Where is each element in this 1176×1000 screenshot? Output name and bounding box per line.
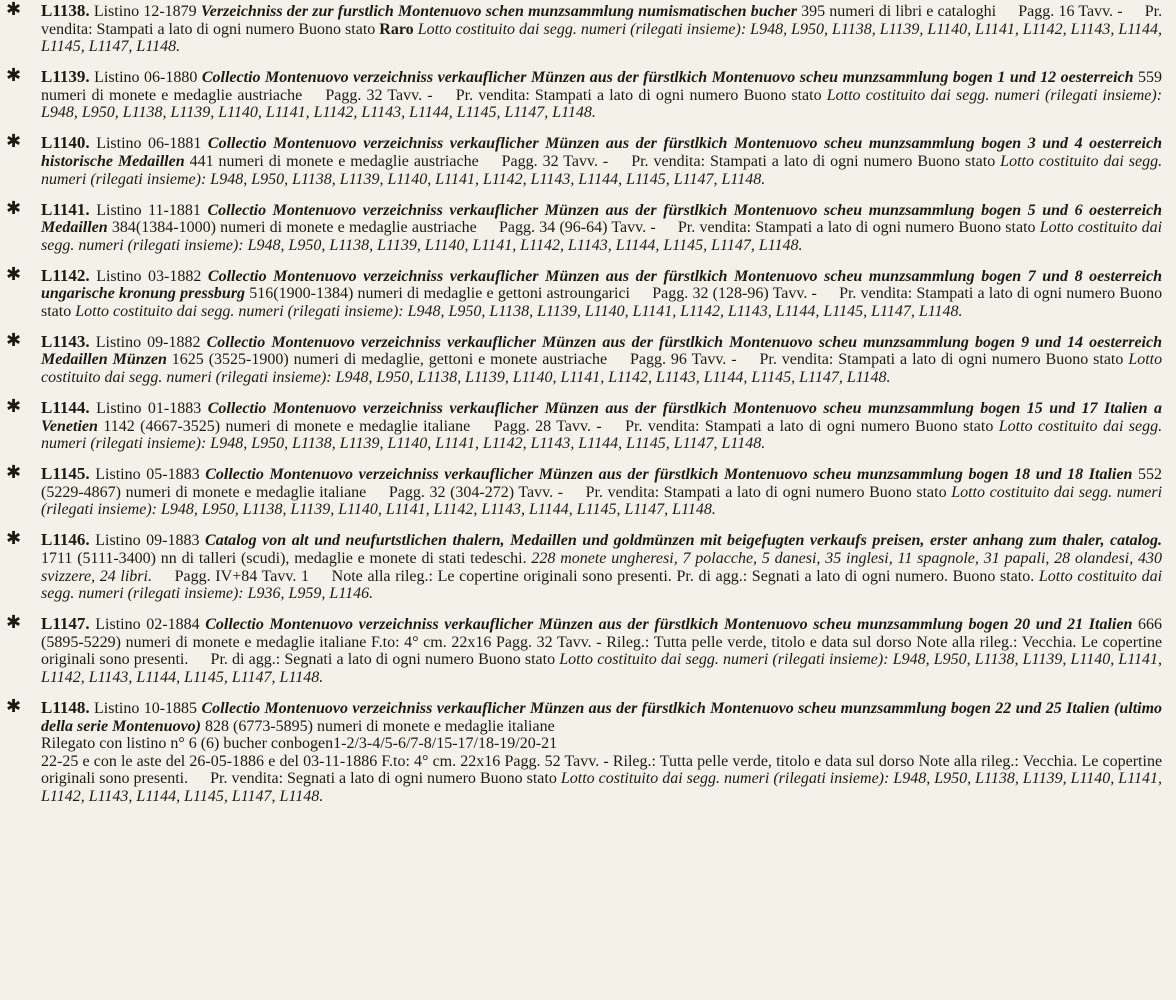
entry-description: 1625 (3525-1900) numeri di medaglie, gettoni e monete austriache <box>171 351 608 369</box>
binding: Rileg.: Tutta pelle verde, titolo e data sul dorso <box>606 633 912 651</box>
catalog-entry <box>6 131 1163 188</box>
plates: Tavv. - <box>772 285 817 303</box>
plates: Tavv. - <box>387 86 433 104</box>
price-note: Pr. vendita: Stampati a lato di ogni numero <box>759 351 1041 369</box>
plates: Tavv. - <box>1078 3 1123 20</box>
plates: Tavv. - <box>556 633 602 651</box>
binding-note: Note alla rileg.: Le copertine originali sono presenti. <box>331 567 672 585</box>
entry-code: L1145. <box>41 464 90 484</box>
catalog-entry <box>6 612 1163 686</box>
entry-description: 516(1900-1384) numeri di medaglie e gettoni astroungarici <box>249 285 631 303</box>
entry-title: Collectio Montenuovo verzeichniss verkauflicher Münzen aus der fürstlkich Montenuovo scheu munzsammlung bogen 18 und 18 Italien <box>205 466 1133 484</box>
catalog-entry <box>6 263 1163 321</box>
price-note: Pr. vendita: Stampati a lato di ogni numero <box>631 152 913 170</box>
binding: Rileg.: Tutta pelle verde, titolo e data sul dorso <box>612 752 915 770</box>
pages: Pagg. IV+84 <box>174 567 258 585</box>
list-date: Listino 03-1882 <box>96 267 202 285</box>
entry-description: 666 (5895-5229) numeri di monete e medaglie italiane <box>41 616 1162 651</box>
asterisk-bullet-icon: ✱ <box>6 462 22 484</box>
entry-description: 828 (6773-5895) numeri di monete e medaglie italiane <box>205 717 555 735</box>
condition: Buono stato <box>479 770 557 788</box>
pages: Pagg. 28 <box>493 417 552 435</box>
asterisk-bullet-icon: ✱ <box>6 0 22 20</box>
entry-description: 1711 (5111-3400) nn di talleri (scudi), medaglie e monete di stati tedeschi. <box>41 549 527 567</box>
entry-description-detail: 228 monete ungheresi, 7 polacche, 5 danesi, 35 inglesi, 11 spagnole, 31 papali, 28 olandesi, 430 svizzere, 24 libri. <box>41 549 1163 585</box>
list-date: Listino 09-1883 <box>95 532 200 550</box>
lot-composition: Lotto costituito dai segg. numeri (rilegati insieme): L948, L950, L1138, L1139, L1140, L1141, L1142, L1143, L1144, L1145, L1147, L1148. <box>41 417 1163 453</box>
catalog-entry <box>6 462 1163 519</box>
entry-code: L1146. <box>41 530 90 550</box>
pages: Pagg. 16 <box>1018 3 1075 20</box>
entry-title: Catalog von alt und neufurtstlichen thalern, Medaillen und goldmünzen mit beigefugten verkaufs preisen, erster anhang zum thaler, catalog. <box>205 532 1163 550</box>
catalog-entry <box>6 695 1163 806</box>
pages: Pagg. 52 <box>504 752 561 770</box>
lot-composition: Lotto costituito dai segg. numeri (rilegati insieme): L948, L950, L1138, L1139, L1140, L1141, L1142, L1143, L1144, L1145, L1147, L1148. <box>41 86 1163 122</box>
lot-composition: Lotto costituito dai segg. numeri (rilegati insieme): L948, L950, L1138, L1139, L1140, L1141, L1142, L1143, L1144, L1145, L1147, L1148. <box>41 351 1163 387</box>
lot-composition: Lotto costituito dai segg. numeri (rilegati insieme): L948, L950, L1138, L1139, L1140, L1141, L1142, L1143, L1144, L1145, L1147, L1148. <box>41 651 1163 686</box>
asterisk-bullet-icon: ✱ <box>6 263 22 285</box>
price-note: Pr. vendita: Stampati a lato di ogni numero <box>839 285 1116 303</box>
pages: Pagg. 32 <box>501 152 559 170</box>
binding-extra-line: Rilegato con listino n° 6 (6) bucher conbogen1-2/3-4/5-6/7-8/15-17/18-19/20-21 <box>41 735 558 753</box>
lot-composition: Lotto costituito dai segg. numeri (rilegati insieme): L948, L950, L1138, L1139, L1140, L1141, L1142, L1143, L1144, L1145, L1147, L1148. <box>41 219 1163 254</box>
condition: Buono stato <box>298 20 376 38</box>
entry-title: Collectio Montenuovo verzeichniss verkauflicher Münzen aus der fürstlkich Montenuovo scheu munzsammlung bogen 7 und 8 oesterreich ungarische kronung pressburg <box>41 267 1162 303</box>
binding-note: Note alla rileg.: Vecchia. Le copertine originali sono presenti. <box>41 633 1163 669</box>
pages: Pagg. 32 <box>325 86 383 104</box>
entry-title: Collectio Montenuovo verzeichniss verkauflicher Münzen aus der fürstlkich Montenuovo scheu munzsammlung bogen 3 und 4 oesterreich historische Medaillen <box>41 135 1162 170</box>
entry-title: Collectio Montenuovo verzeichniss verkauflicher Münzen aus der fürstlkich Montenuovo scheu munzsammlung bogen 15 und 17 Italien a Venetien <box>41 400 1162 435</box>
asterisk-bullet-icon: ✱ <box>6 396 22 418</box>
entry-description: 1142 (4667-3525) numeri di monete e medaglie italiane <box>103 417 471 435</box>
price-note: Pr. vendita: Stampati a lato di ogni numero <box>41 3 1163 38</box>
lot-composition: Lotto costituito dai segg. numeri (rilegati insieme): L948, L950, L1138, L1139, L1140, L1141, L1142, L1143, L1144, L1145, L1147, L1148. <box>41 152 1163 188</box>
asterisk-bullet-icon: ✱ <box>6 612 22 634</box>
pages: Pagg. 34 (96-64) <box>498 219 608 237</box>
pages: Pagg. 32 <box>495 633 553 651</box>
entry-title: Collectio Montenuovo verzeichniss verkauflicher Münzen aus der fürstlkich Montenuovo scheu munzsammlung bogen 1 und 12 oesterreich <box>201 69 1134 87</box>
list-date: Listino 12-1879 <box>93 3 197 20</box>
asterisk-bullet-icon: ✱ <box>6 131 22 153</box>
price-note: Pr. di agg.: Segnati a lato di ogni numero. <box>676 567 948 585</box>
list-date: Listino 05-1883 <box>95 466 200 484</box>
condition: Buono stato <box>1045 351 1124 369</box>
plates: Tavv. - <box>691 351 737 369</box>
catalog-entry <box>6 65 1163 122</box>
binding-extra-line: 22-25 e con le aste del 26-05-1886 e del 03-11-1886 <box>41 752 378 770</box>
entry-description: 441 numeri di monete e medaglie austriache <box>189 152 479 170</box>
lot-composition: Lotto costituito dai segg. numeri (rilegati insieme): L936, L959, L1146. <box>41 567 1163 603</box>
list-date: Listino 10-1885 <box>94 699 198 717</box>
entry-code: L1144. <box>41 398 90 418</box>
plates: Tavv. - <box>518 483 564 501</box>
condition: Buono stato <box>917 152 996 170</box>
lot-composition: Lotto costituito dai segg. numeri (rilegati insieme): L948, L950, L1138, L1139, L1140, L1141, L1142, L1143, L1144, L1145, L1147, L1148. <box>75 302 963 320</box>
list-date: Listino 09-1882 <box>95 333 201 351</box>
list-date: Listino 01-1883 <box>96 400 202 418</box>
plates: Tavv. - <box>611 219 656 237</box>
entry-code: L1142. <box>41 265 90 285</box>
list-date: Listino 11-1881 <box>96 201 201 219</box>
entry-title: Collectio Montenuovo verzeichniss verkauflicher Münzen aus der fürstlkich Montenuovo scheu munzsammlung bogen 9 und 14 oesterreich Medaillen Münzen <box>41 333 1162 369</box>
price-note: Pr. vendita: Stampati a lato di ogni numero <box>455 86 739 104</box>
entry-code: L1140. <box>41 133 90 153</box>
asterisk-bullet-icon: ✱ <box>6 65 22 87</box>
condition: Buono stato <box>743 86 822 104</box>
lot-composition: Lotto costituito dai segg. numeri (rilegati insieme): L948, L950, L1138, L1139, L1140, L1141, L1142, L1143, L1144, L1145, L1147, L1148. <box>41 20 1163 56</box>
format: F.to: 4° cm. 22x16 <box>381 752 501 770</box>
condition: Buono stato <box>958 219 1036 237</box>
entry-code: L1148. <box>41 697 90 717</box>
entry-code: L1139. <box>41 67 90 87</box>
binding-note: Note alla rileg.: Vecchia. Le copertine originali sono presenti. <box>41 752 1163 788</box>
entry-code: L1143. <box>41 331 90 351</box>
rarity: Raro <box>379 20 414 38</box>
lot-composition: Lotto costituito dai segg. numeri (rilegati insieme): L948, L950, L1138, L1139, L1140, L1141, L1142, L1143, L1144, L1145, L1147, L1148. <box>41 770 1163 805</box>
pages: Pagg. 32 (304-272) <box>388 483 515 501</box>
entry-code: L1138. <box>41 1 90 20</box>
price-note: Pr. di agg.: Segnati a lato di ogni numero <box>210 651 474 669</box>
price-note: Pr. vendita: Stampati a lato di ogni numero <box>677 219 955 237</box>
pages: Pagg. 32 (128-96) <box>652 285 769 303</box>
entry-code: L1147. <box>41 614 90 634</box>
entry-title: Collectio Montenuovo verzeichniss verkauflicher Münzen aus der fürstlkich Montenuovo scheu munzsammlung bogen 22 und 25 Italien (ultimo della serie Montenuovo) <box>41 699 1163 735</box>
condition: Buono stato <box>869 483 947 501</box>
catalog-entry <box>6 396 1163 453</box>
plates: Tavv. - <box>556 417 602 435</box>
catalog-entry <box>6 528 1163 603</box>
list-date: Listino 06-1881 <box>96 135 202 153</box>
plates: Tavv. - <box>564 752 609 770</box>
entry-title: Collectio Montenuovo verzeichniss verkauflicher Münzen aus der fürstlkich Montenuovo scheu munzsammlung bogen 5 und 6 oesterreich Medaillen <box>41 201 1163 237</box>
price-note: Pr. vendita: Stampati a lato di ogni numero <box>585 483 865 501</box>
pages: Pagg. 96 <box>630 351 687 369</box>
plates: Tavv. - <box>563 152 609 170</box>
price-note: Pr. vendita: Stampati a lato di ogni numero <box>625 417 910 435</box>
list-date: Listino 02-1884 <box>95 616 200 634</box>
entry-code: L1141. <box>41 199 90 219</box>
condition: Buono stato <box>915 417 994 435</box>
plates: Tavv. 1 <box>261 567 309 585</box>
asterisk-bullet-icon: ✱ <box>6 528 22 550</box>
catalog-entry <box>6 2 1162 56</box>
entry-description: 395 numeri di libri e cataloghi <box>801 3 997 20</box>
asterisk-bullet-icon: ✱ <box>6 197 22 219</box>
entry-title: Verzeichniss der zur furstlich Montenuovo schen munzsammlung numismatischen bucher <box>200 3 797 20</box>
list-date: Listino 06-1880 <box>94 69 198 87</box>
condition: Buono stato <box>478 651 556 669</box>
catalog-entry <box>6 329 1163 387</box>
entry-description: 559 numeri di monete e medaglie austriache <box>41 69 1163 104</box>
condition: Buono stato. <box>952 567 1035 585</box>
entry-title: Collectio Montenuovo verzeichniss verkauflicher Münzen aus der fürstlkich Montenuovo scheu munzsammlung bogen 20 und 21 Italien <box>205 616 1133 634</box>
format: F.to: 4° cm. 22x16 <box>371 633 492 651</box>
price-note: Pr. vendita: Segnati a lato di ogni numero <box>210 770 476 788</box>
asterisk-bullet-icon: ✱ <box>6 329 22 351</box>
entry-description: 552 (5229-4867) numeri di monete e medaglie italiane <box>41 466 1162 501</box>
lot-composition: Lotto costituito dai segg. numeri (rilegati insieme): L948, L950, L1138, L1139, L1140, L1141, L1142, L1143, L1144, L1145, L1147, L1148. <box>41 483 1163 519</box>
asterisk-bullet-icon: ✱ <box>6 695 22 717</box>
catalog-entry <box>6 197 1163 255</box>
condition: Buono stato <box>41 285 1163 320</box>
entry-description: 384(1384-1000) numeri di monete e medaglie austriache <box>111 219 477 237</box>
